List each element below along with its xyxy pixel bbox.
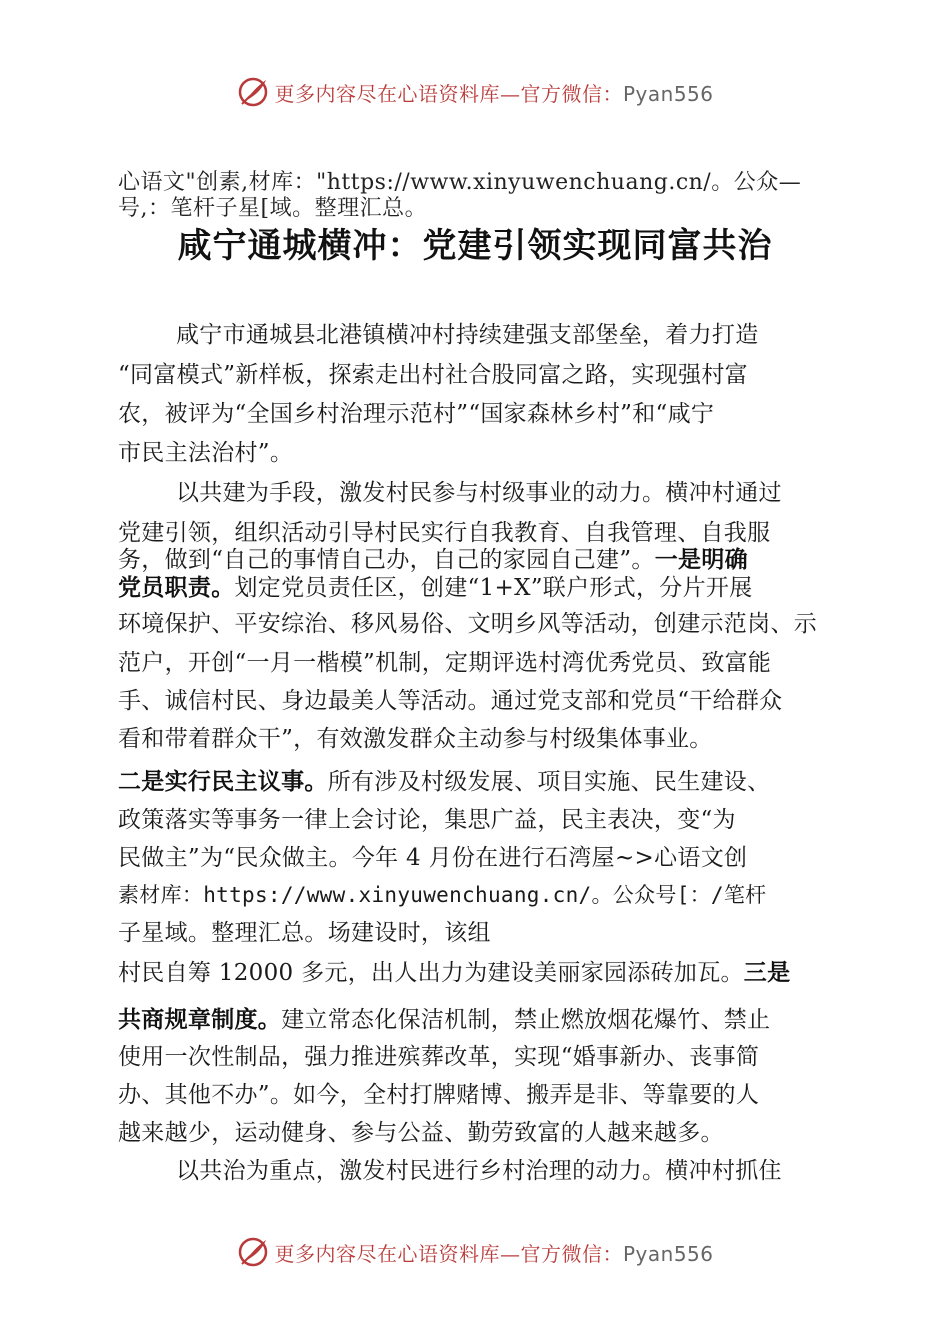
p2-line-4-text: 划定党员责任区，创建“1+X”联户形式，分片开展 (234, 575, 753, 601)
p3-line-4: 素材库：https://www.xinyuwenchuang.cn/。公众号[：/笔杆 (118, 883, 767, 907)
banner-text: 更多内容尽在心语资料库—官方微信：Pyan556 (274, 1241, 714, 1266)
p2-line-7: 手、诚信村民、身边最美人等活动。通过党支部和党员“干给群众 (118, 688, 783, 714)
p1-line-4: 市民主法治村”。 (118, 440, 294, 466)
p3-line-6-text: 村民自筹 12000 多元，出人出力为建设美丽家园添砖加瓦。 (118, 960, 744, 986)
wechat-id: Pyan556 (622, 81, 714, 106)
p2-line-4 (118, 573, 850, 603)
bold-heading-3a: 三是 (743, 960, 791, 986)
p2-line-6: 范户，开创“一月一楷模”机制，定期评选村湾优秀党员、致富能 (118, 650, 772, 676)
p2-line-3-text: 务，做到“自己的事情自己办，自己的家园自己建”。 (118, 547, 655, 573)
bold-heading-1a: 一是明确 (654, 547, 748, 573)
bold-heading-3b: 共商规章制度。 (118, 1007, 282, 1033)
p2-line-3 (118, 545, 850, 575)
feather-logo-icon (236, 1235, 270, 1269)
p1-line-2: “同富模式”新样板，探索走出村社合股同富之路，实现强村富 (118, 362, 748, 388)
p2-line-1: 以共建为手段，激发村民参与村级事业的动力。横冲村通过 (176, 480, 782, 506)
p3-line-7-text: 建立常态化保洁机制，禁止燃放烟花爆竹、禁止 (281, 1007, 771, 1033)
p2-line-5: 环境保护、平安综治、移风易俗、文明乡风等活动，创建示范岗、示 (118, 611, 817, 637)
bold-heading-1b: 党员职责。 (118, 575, 235, 601)
top-banner (0, 70, 950, 114)
p3-line-9: 办、其他不办”。如今，全村打牌赌博、搬弄是非、等靠要的人 (118, 1082, 760, 1108)
p3-line-10: 越来越少，运动健身、参与公益、勤劳致富的人越来越多。 (118, 1120, 724, 1146)
bottom-banner (0, 1230, 950, 1274)
watermark-line-1: 心语文"创素,材库："https://www.xinyuwenchuang.cn/。公众— (118, 170, 802, 195)
p3-line-8: 使用一次性制品，强力推进殡葬改革，实现“婚事新办、丧事简 (118, 1044, 760, 1070)
bold-heading-2: 二是实行民主议事。 (118, 769, 328, 795)
wechat-id: Pyan556 (622, 1241, 714, 1266)
p3-line-1-text: 所有涉及村级发展、项目实施、民生建设、 (327, 769, 771, 795)
p1-line-1: 咸宁市通城县北港镇横冲村持续建强支部堡垒，着力打造 (176, 322, 759, 348)
feather-logo-icon (236, 75, 270, 109)
p2-line-2: 党建引领，组织活动引导村民实行自我教育、自我管理、自我服 (118, 520, 771, 546)
p4-line-1: 以共治为重点，激发村民进行乡村治理的动力。横冲村抓住 (176, 1158, 782, 1184)
p3-line-3: 民做主”为“民众做主。今年 4 月份在进行石湾屋~>心语文创 (118, 845, 748, 871)
p3-line-2: 政策落实等事务一律上会讨论，集思广益，民主表决，变“为 (118, 807, 736, 833)
p3-line-7 (118, 1005, 850, 1035)
watermark-line-2: 号,：笔杆子星[域。整理汇总。 (118, 196, 428, 221)
p1-line-3: 农，被评为“全国乡村治理示范村”“国家森林乡村”和“咸宁 (118, 401, 715, 427)
p3-line-1 (118, 767, 850, 797)
p3-line-6 (118, 958, 850, 988)
p3-line-5: 子星域。整理汇总。场建设时，该组 (118, 920, 491, 946)
document-title: 咸宁通城横冲：党建引领实现同富共治 (177, 226, 773, 266)
p2-line-8: 看和带着群众干”，有效激发群众主动参与村级集体事业。 (118, 726, 713, 752)
banner-text: 更多内容尽在心语资料库—官方微信：Pyan556 (274, 81, 714, 106)
